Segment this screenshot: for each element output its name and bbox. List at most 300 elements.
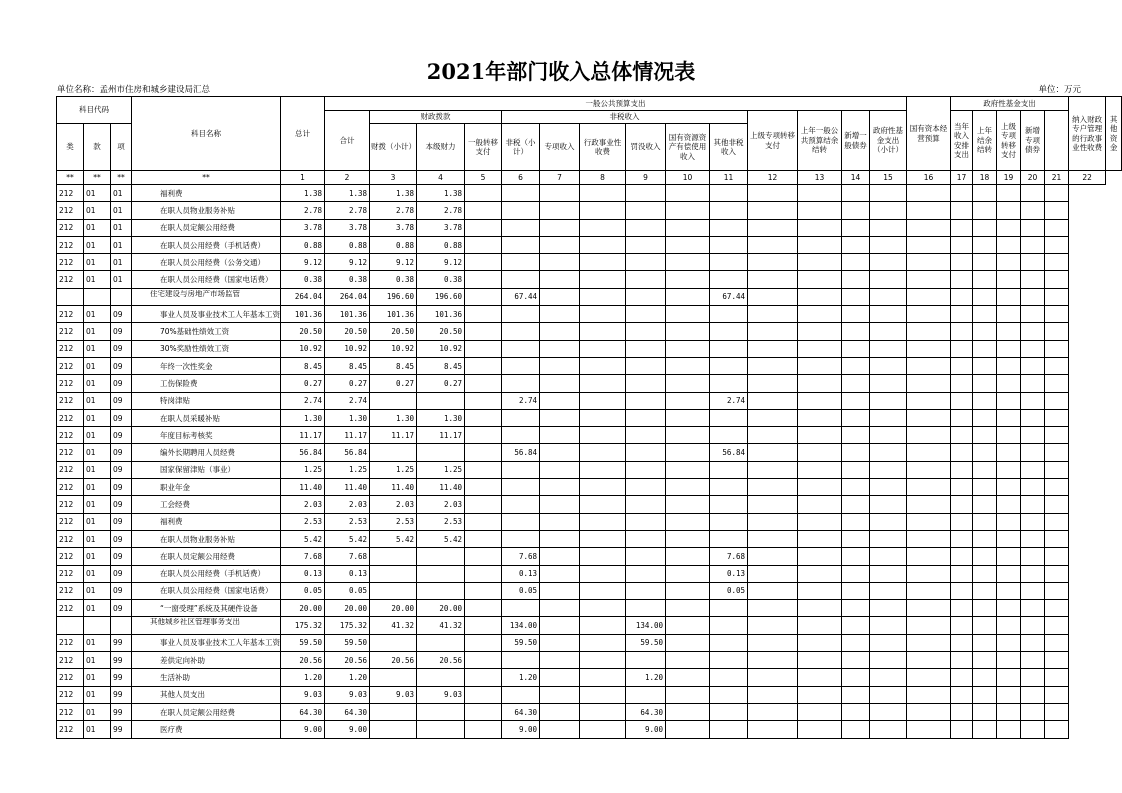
admin-fees-value bbox=[580, 323, 626, 340]
code-lei: 212 bbox=[57, 530, 84, 547]
subject-name: 年度目标考核奖 bbox=[132, 427, 281, 444]
empty-cell bbox=[842, 340, 870, 357]
special-income-value bbox=[540, 548, 580, 565]
code-kuan: 01 bbox=[84, 340, 111, 357]
year-income-header: 当年收入安排支出 bbox=[951, 111, 973, 171]
special-income-value bbox=[540, 565, 580, 582]
empty-cell bbox=[870, 530, 907, 547]
table-row bbox=[57, 444, 1122, 461]
other-nontax-value bbox=[710, 617, 748, 634]
total-value: 101.36 bbox=[281, 306, 325, 323]
general-transfer-value bbox=[465, 686, 502, 703]
admin-fees-value bbox=[580, 513, 626, 530]
empty-cell bbox=[870, 703, 907, 720]
empty-cell bbox=[798, 444, 842, 461]
empty-cell bbox=[973, 565, 997, 582]
empty-cell bbox=[997, 254, 1021, 271]
general-transfer-value bbox=[465, 444, 502, 461]
table-row bbox=[57, 548, 1122, 565]
empty-cell bbox=[973, 254, 997, 271]
fines-value bbox=[626, 392, 666, 409]
table-row bbox=[57, 652, 1122, 669]
total-value: 7.68 bbox=[281, 548, 325, 565]
empty-cell bbox=[748, 254, 798, 271]
empty-cell bbox=[798, 323, 842, 340]
nontax-subtotal-value bbox=[502, 409, 540, 426]
empty-cell bbox=[1045, 306, 1069, 323]
special-income-value bbox=[540, 686, 580, 703]
other-nontax-value bbox=[710, 340, 748, 357]
own-finance-value: 0.38 bbox=[417, 271, 465, 288]
empty-cell bbox=[798, 202, 842, 219]
empty-cell bbox=[1045, 185, 1069, 202]
state-asset-value bbox=[666, 479, 710, 496]
table-row bbox=[57, 271, 1122, 288]
empty-cell bbox=[997, 236, 1021, 253]
empty-cell bbox=[1045, 254, 1069, 271]
fines-value bbox=[626, 600, 666, 617]
empty-cell bbox=[951, 271, 973, 288]
empty-cell bbox=[870, 461, 907, 478]
nontax-subtotal-value: 2.74 bbox=[502, 392, 540, 409]
empty-cell bbox=[798, 375, 842, 392]
admin-fees-value bbox=[580, 496, 626, 513]
empty-cell bbox=[842, 669, 870, 686]
empty-cell bbox=[907, 306, 951, 323]
state-asset-value bbox=[666, 271, 710, 288]
code-xiang: 01 bbox=[111, 236, 132, 253]
fiscal-subtotal-value: 9.12 bbox=[370, 254, 417, 271]
empty-cell bbox=[748, 461, 798, 478]
empty-cell bbox=[748, 634, 798, 651]
special-income-value bbox=[540, 513, 580, 530]
fiscal-special-header: 纳入财政专户管理的行政事业性收费 bbox=[1069, 97, 1106, 171]
empty-cell bbox=[842, 513, 870, 530]
empty-cell bbox=[1045, 721, 1069, 738]
upper-special-transfer-header: 上级专项转移支付 bbox=[997, 111, 1021, 171]
special-income-value bbox=[540, 340, 580, 357]
empty-cell bbox=[951, 479, 973, 496]
heji-value: 2.03 bbox=[325, 496, 370, 513]
admin-fees-value bbox=[580, 185, 626, 202]
subject-name: “一窗受理”系统及其硬件设备 bbox=[132, 600, 281, 617]
empty-cell bbox=[870, 600, 907, 617]
total-value: 9.00 bbox=[281, 721, 325, 738]
general-transfer-value bbox=[465, 271, 502, 288]
empty-cell bbox=[973, 323, 997, 340]
own-finance-value: 20.00 bbox=[417, 600, 465, 617]
empty-cell bbox=[951, 634, 973, 651]
empty-cell bbox=[798, 565, 842, 582]
new-special-bond-header: 新增专项债券 bbox=[1021, 111, 1045, 171]
empty-cell bbox=[870, 652, 907, 669]
own-finance-value: 1.38 bbox=[417, 185, 465, 202]
code-lei: 212 bbox=[57, 600, 84, 617]
fines-value bbox=[626, 652, 666, 669]
empty-cell bbox=[951, 461, 973, 478]
empty-cell bbox=[951, 617, 973, 634]
own-finance-header: 本级财力 bbox=[417, 124, 465, 171]
subject-name: 福利费 bbox=[132, 513, 281, 530]
nontax-subtotal-value bbox=[502, 254, 540, 271]
fines-value bbox=[626, 686, 666, 703]
code-kuan: 01 bbox=[84, 530, 111, 547]
table-row bbox=[57, 582, 1122, 599]
general-transfer-value bbox=[465, 548, 502, 565]
other-nontax-value bbox=[710, 202, 748, 219]
empty-cell bbox=[842, 409, 870, 426]
empty-cell bbox=[951, 392, 973, 409]
empty-cell bbox=[997, 530, 1021, 547]
empty-cell bbox=[973, 669, 997, 686]
total-value: 1.30 bbox=[281, 409, 325, 426]
total-value: 0.38 bbox=[281, 271, 325, 288]
empty-cell bbox=[798, 548, 842, 565]
empty-cell bbox=[748, 375, 798, 392]
code-lei: 212 bbox=[57, 652, 84, 669]
fines-value bbox=[626, 513, 666, 530]
empty-cell bbox=[870, 323, 907, 340]
state-asset-value bbox=[666, 652, 710, 669]
code-kuan bbox=[84, 617, 111, 634]
empty-cell bbox=[1021, 271, 1045, 288]
state-asset-value bbox=[666, 617, 710, 634]
empty-cell bbox=[748, 652, 798, 669]
table-row bbox=[57, 236, 1122, 253]
subject-name: 事业人员及事业技术工人年基本工资 bbox=[132, 634, 281, 651]
general-transfer-value bbox=[465, 306, 502, 323]
empty-cell bbox=[1045, 236, 1069, 253]
empty-cell bbox=[1021, 548, 1045, 565]
empty-cell bbox=[798, 600, 842, 617]
code-kuan: 01 bbox=[84, 479, 111, 496]
general-transfer-value bbox=[465, 496, 502, 513]
empty-cell bbox=[951, 185, 973, 202]
col-number: 16 bbox=[907, 171, 951, 185]
admin-fees-value bbox=[580, 686, 626, 703]
subject-name: 在职人员定额公用经费 bbox=[132, 219, 281, 236]
code-lei: 212 bbox=[57, 686, 84, 703]
empty-cell bbox=[973, 582, 997, 599]
table-row bbox=[57, 323, 1122, 340]
empty-cell bbox=[997, 185, 1021, 202]
fines-value bbox=[626, 548, 666, 565]
empty-cell bbox=[1045, 271, 1069, 288]
empty-cell bbox=[907, 686, 951, 703]
state-asset-value bbox=[666, 703, 710, 720]
admin-fees-value bbox=[580, 582, 626, 599]
special-income-value bbox=[540, 721, 580, 738]
empty-cell bbox=[907, 202, 951, 219]
admin-fees-value bbox=[580, 202, 626, 219]
own-finance-value bbox=[417, 582, 465, 599]
empty-cell bbox=[1021, 600, 1045, 617]
total-value: 8.45 bbox=[281, 357, 325, 374]
empty-cell bbox=[1021, 461, 1045, 478]
empty-cell bbox=[951, 306, 973, 323]
empty-cell bbox=[842, 375, 870, 392]
heji-value: 59.50 bbox=[325, 634, 370, 651]
heji-value: 9.12 bbox=[325, 254, 370, 271]
table-row bbox=[57, 427, 1122, 444]
code-lei: 212 bbox=[57, 236, 84, 253]
code-kuan: 01 bbox=[84, 427, 111, 444]
other-nontax-value bbox=[710, 530, 748, 547]
empty-cell bbox=[907, 427, 951, 444]
empty-cell bbox=[951, 427, 973, 444]
empty-cell bbox=[1045, 375, 1069, 392]
state-asset-value bbox=[666, 496, 710, 513]
fiscal-subtotal-value: 196.60 bbox=[370, 288, 417, 305]
col-number: 4 bbox=[417, 171, 465, 185]
empty-cell bbox=[870, 496, 907, 513]
subject-name: 在职人员物业服务补贴 bbox=[132, 530, 281, 547]
code-lei: 212 bbox=[57, 479, 84, 496]
fines-value bbox=[626, 340, 666, 357]
empty-cell bbox=[951, 530, 973, 547]
code-xiang: 09 bbox=[111, 600, 132, 617]
empty-cell bbox=[798, 530, 842, 547]
empty-cell bbox=[1021, 565, 1045, 582]
col-number: 21 bbox=[1045, 171, 1069, 185]
code-xiang: 99 bbox=[111, 634, 132, 651]
empty-cell bbox=[1021, 652, 1045, 669]
nontax-subtotal-value bbox=[502, 530, 540, 547]
other-nontax-value bbox=[710, 306, 748, 323]
empty-cell bbox=[907, 323, 951, 340]
special-income-value bbox=[540, 236, 580, 253]
empty-cell bbox=[997, 202, 1021, 219]
empty-cell bbox=[870, 288, 907, 305]
fiscal-subtotal-value: 20.56 bbox=[370, 652, 417, 669]
fiscal-subtotal-value: 41.32 bbox=[370, 617, 417, 634]
own-finance-value: 11.40 bbox=[417, 479, 465, 496]
fines-value bbox=[626, 427, 666, 444]
fines-value: 59.50 bbox=[626, 634, 666, 651]
empty-cell bbox=[842, 219, 870, 236]
empty-cell bbox=[842, 236, 870, 253]
state-capital-header: 国有资本经营预算 bbox=[907, 97, 951, 171]
admin-fees-value bbox=[580, 357, 626, 374]
code-kuan: 01 bbox=[84, 185, 111, 202]
empty-cell bbox=[748, 479, 798, 496]
state-asset-value bbox=[666, 375, 710, 392]
subject-name: 编外长期聘用人员经费 bbox=[132, 444, 281, 461]
fiscal-subtotal-value: 20.00 bbox=[370, 600, 417, 617]
total-value: 1.38 bbox=[281, 185, 325, 202]
general-transfer-value bbox=[465, 634, 502, 651]
empty-cell bbox=[951, 236, 973, 253]
admin-fees-value bbox=[580, 219, 626, 236]
code-lei: 212 bbox=[57, 634, 84, 651]
code-lei: 212 bbox=[57, 185, 84, 202]
empty-cell bbox=[1021, 530, 1045, 547]
code-xiang: 99 bbox=[111, 703, 132, 720]
empty-cell bbox=[907, 271, 951, 288]
own-finance-value: 101.36 bbox=[417, 306, 465, 323]
state-asset-value bbox=[666, 357, 710, 374]
empty-cell bbox=[1021, 444, 1045, 461]
total-value: 3.78 bbox=[281, 219, 325, 236]
empty-cell bbox=[748, 617, 798, 634]
heji-value: 1.20 bbox=[325, 669, 370, 686]
empty-cell bbox=[1045, 669, 1069, 686]
state-asset-value bbox=[666, 669, 710, 686]
empty-cell bbox=[1021, 236, 1045, 253]
code-xiang bbox=[111, 617, 132, 634]
col-number: 5 bbox=[465, 171, 502, 185]
col-number: 12 bbox=[748, 171, 798, 185]
code-xiang: 09 bbox=[111, 548, 132, 565]
empty-cell bbox=[1021, 340, 1045, 357]
state-asset-value bbox=[666, 323, 710, 340]
empty-cell bbox=[951, 254, 973, 271]
other-nontax-value bbox=[710, 357, 748, 374]
empty-cell bbox=[748, 513, 798, 530]
subject-name: 工会经费 bbox=[132, 496, 281, 513]
fines-value bbox=[626, 461, 666, 478]
empty-cell bbox=[870, 185, 907, 202]
nontax-subtotal-value: 134.00 bbox=[502, 617, 540, 634]
general-transfer-value bbox=[465, 323, 502, 340]
own-finance-value bbox=[417, 548, 465, 565]
empty-cell bbox=[798, 703, 842, 720]
code-lei: 212 bbox=[57, 444, 84, 461]
code-xiang: 09 bbox=[111, 565, 132, 582]
table-row bbox=[57, 669, 1122, 686]
empty-cell bbox=[748, 288, 798, 305]
empty-cell bbox=[842, 703, 870, 720]
fines-value bbox=[626, 565, 666, 582]
empty-cell bbox=[907, 513, 951, 530]
code-xiang: 09 bbox=[111, 409, 132, 426]
heji-value: 56.84 bbox=[325, 444, 370, 461]
empty-cell bbox=[870, 686, 907, 703]
fiscal-subtotal-value: 20.50 bbox=[370, 323, 417, 340]
fines-value bbox=[626, 185, 666, 202]
code-xiang: 09 bbox=[111, 496, 132, 513]
empty-cell bbox=[973, 340, 997, 357]
code-lei: 212 bbox=[57, 306, 84, 323]
empty-cell bbox=[997, 565, 1021, 582]
empty-cell bbox=[973, 600, 997, 617]
empty-cell bbox=[870, 479, 907, 496]
table-row bbox=[57, 202, 1122, 219]
nontax-subtotal-value: 0.05 bbox=[502, 582, 540, 599]
fines-value bbox=[626, 582, 666, 599]
code-xiang: 09 bbox=[111, 306, 132, 323]
subject-name: 在职人员定额公用经费 bbox=[132, 703, 281, 720]
general-transfer-value bbox=[465, 721, 502, 738]
code-kuan: 01 bbox=[84, 669, 111, 686]
empty-cell bbox=[951, 496, 973, 513]
empty-cell bbox=[951, 721, 973, 738]
heji-value: 8.45 bbox=[325, 357, 370, 374]
general-transfer-value bbox=[465, 427, 502, 444]
total-value: 5.42 bbox=[281, 530, 325, 547]
code-xiang: 09 bbox=[111, 375, 132, 392]
fines-header: 罚没收入 bbox=[626, 124, 666, 171]
general-transfer-value bbox=[465, 565, 502, 582]
empty-cell bbox=[842, 721, 870, 738]
empty-cell bbox=[870, 219, 907, 236]
own-finance-value: 20.50 bbox=[417, 323, 465, 340]
upper-special-header: 上级专项转移支付 bbox=[748, 111, 798, 171]
empty-cell bbox=[748, 306, 798, 323]
general-transfer-value bbox=[465, 669, 502, 686]
subject-name bbox=[132, 617, 281, 634]
empty-cell bbox=[1045, 582, 1069, 599]
own-finance-value bbox=[417, 392, 465, 409]
empty-cell bbox=[907, 548, 951, 565]
empty-cell bbox=[997, 375, 1021, 392]
col-number: 8 bbox=[580, 171, 626, 185]
general-transfer-value bbox=[465, 703, 502, 720]
fines-value bbox=[626, 357, 666, 374]
fiscal-subtotal-header: 财拨（小计） bbox=[370, 124, 417, 171]
unit-amount: 单位：万元 bbox=[1038, 85, 1081, 95]
empty-cell bbox=[997, 634, 1021, 651]
special-income-value bbox=[540, 634, 580, 651]
empty-cell bbox=[951, 444, 973, 461]
code-kuan: 01 bbox=[84, 409, 111, 426]
nontax-subtotal-value bbox=[502, 271, 540, 288]
empty-cell bbox=[997, 582, 1021, 599]
special-income-value bbox=[540, 323, 580, 340]
empty-cell bbox=[907, 461, 951, 478]
special-income-value bbox=[540, 530, 580, 547]
total-value: 2.78 bbox=[281, 202, 325, 219]
empty-cell bbox=[997, 513, 1021, 530]
col-number: 17 bbox=[951, 171, 973, 185]
state-asset-value bbox=[666, 306, 710, 323]
empty-cell bbox=[1021, 582, 1045, 599]
code-xiang: 09 bbox=[111, 392, 132, 409]
empty-cell bbox=[870, 357, 907, 374]
code-lei: 212 bbox=[57, 461, 84, 478]
table-row bbox=[57, 617, 1122, 634]
empty-cell bbox=[798, 409, 842, 426]
heji-value: 0.38 bbox=[325, 271, 370, 288]
empty-cell bbox=[842, 271, 870, 288]
code-xiang: 99 bbox=[111, 669, 132, 686]
empty-cell bbox=[997, 617, 1021, 634]
admin-fees-value bbox=[580, 340, 626, 357]
own-finance-value: 1.25 bbox=[417, 461, 465, 478]
empty-cell bbox=[748, 669, 798, 686]
empty-cell bbox=[748, 202, 798, 219]
empty-cell bbox=[997, 409, 1021, 426]
heji-value: 10.92 bbox=[325, 340, 370, 357]
code-lei: 212 bbox=[57, 703, 84, 720]
empty-cell bbox=[798, 669, 842, 686]
empty-cell bbox=[748, 271, 798, 288]
empty-cell bbox=[748, 219, 798, 236]
gov-fund-subtotal-header: 政府性基金支出（小计） bbox=[870, 111, 907, 171]
empty-cell bbox=[907, 340, 951, 357]
code-lei bbox=[57, 288, 84, 305]
empty-cell bbox=[798, 185, 842, 202]
empty-cell bbox=[951, 202, 973, 219]
empty-cell bbox=[1021, 634, 1045, 651]
empty-cell bbox=[951, 565, 973, 582]
other-nontax-value: 2.74 bbox=[710, 392, 748, 409]
code-kuan: 01 bbox=[84, 548, 111, 565]
other-nontax-value bbox=[710, 375, 748, 392]
col-number: 14 bbox=[842, 171, 870, 185]
empty-cell bbox=[997, 703, 1021, 720]
fiscal-subtotal-value: 5.42 bbox=[370, 530, 417, 547]
